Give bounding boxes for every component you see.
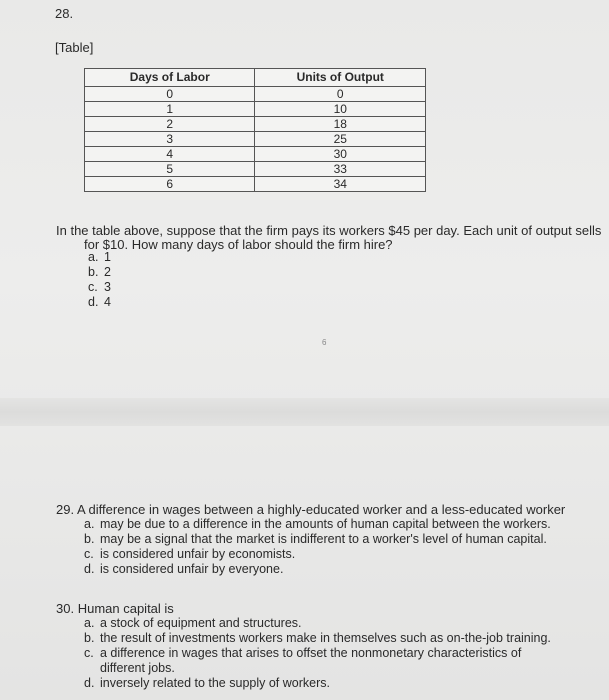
days-cell: 5 <box>85 162 255 177</box>
question-29-option-a[interactable] <box>84 518 551 531</box>
days-cell: 2 <box>85 117 255 132</box>
units-cell: 30 <box>255 147 426 162</box>
question-28-option-c[interactable] <box>88 281 111 294</box>
option-label: b. <box>84 631 95 645</box>
question-29-option-b[interactable] <box>84 533 547 546</box>
question-29-text: A difference in wages between a highly-educated worker and a less-educated worker <box>76 502 566 517</box>
table-row <box>85 102 426 117</box>
question-28-option-b[interactable] <box>88 266 111 279</box>
days-cell: 3 <box>85 132 255 147</box>
option-label: b. <box>84 532 95 546</box>
option-text: a stock of equipment and structures. <box>100 616 302 630</box>
option-label: d. <box>84 562 95 576</box>
option-text: is considered unfair by economists. <box>100 547 296 561</box>
option-label: c. <box>84 547 94 561</box>
question-30-option-c[interactable] <box>84 647 521 660</box>
units-cell: 25 <box>255 132 426 147</box>
question-30-text: Human capital is <box>77 601 174 616</box>
option-text: a difference in wages that arises to offset the nonmonetary characteristics of <box>100 646 522 660</box>
option-text: the result of investments workers make in themselves such as on-the-job training. <box>100 631 551 645</box>
question-29 <box>56 503 565 517</box>
days-cell: 4 <box>85 147 255 162</box>
option-text: 4 <box>104 295 111 309</box>
question-28-text-line2: for $10. How many days of labor should the firm hire? <box>84 237 393 252</box>
table-row <box>85 162 426 177</box>
table-tag: [Table] <box>55 40 94 55</box>
table-row <box>85 117 426 132</box>
option-label: a. <box>84 517 95 531</box>
question-29-option-d[interactable] <box>84 563 283 576</box>
option-label: b. <box>88 265 99 279</box>
days-of-labor-header: Days of Labor <box>85 69 255 87</box>
table-row <box>85 147 426 162</box>
question-28-number: 28. <box>55 6 74 21</box>
option-text: 2 <box>104 265 111 279</box>
option-label: d. <box>88 295 99 309</box>
table-row <box>85 132 426 147</box>
page-divider <box>0 398 609 426</box>
question-28-option-a[interactable] <box>88 251 111 264</box>
option-text: 3 <box>104 280 111 294</box>
option-text: 1 <box>104 250 111 264</box>
units-cell: 0 <box>255 87 426 102</box>
table-row <box>85 87 426 102</box>
question-30-option-a[interactable] <box>84 617 302 630</box>
option-text: is considered unfair by everyone. <box>100 562 284 576</box>
option-label: a. <box>88 250 99 264</box>
units-cell: 18 <box>255 117 426 132</box>
days-cell: 0 <box>85 87 255 102</box>
option-label: d. <box>84 676 95 690</box>
question-30-option-d[interactable] <box>84 677 330 690</box>
units-cell: 33 <box>255 162 426 177</box>
question-29-number: 29. <box>56 502 75 517</box>
option-label: c. <box>88 280 98 294</box>
units-cell: 10 <box>255 102 426 117</box>
days-cell: 1 <box>85 102 255 117</box>
labor-output-table <box>84 68 426 192</box>
option-text: may be a signal that the market is indifferent to a worker's level of human capital. <box>100 532 547 546</box>
days-cell: 6 <box>85 177 255 192</box>
option-label: c. <box>84 646 94 660</box>
question-28-option-d[interactable] <box>88 296 111 309</box>
option-label: a. <box>84 616 95 630</box>
question-30-option-c-continued: different jobs. <box>100 661 175 675</box>
units-cell: 34 <box>255 177 426 192</box>
question-30 <box>56 602 174 616</box>
option-text: may be due to a difference in the amounts of human capital between the workers. <box>100 517 551 531</box>
question-28-text-line1: In the table above, suppose that the firm pays its workers $45 per day. Each unit of output sells <box>56 223 602 238</box>
question-29-option-c[interactable] <box>84 548 295 561</box>
option-text: inversely related to the supply of workers. <box>100 676 330 690</box>
units-of-output-header: Units of Output <box>255 69 426 87</box>
table-row <box>85 177 426 192</box>
page-mark: 6 <box>322 338 327 347</box>
question-30-option-b[interactable] <box>84 632 551 645</box>
question-30-number: 30. <box>56 601 75 616</box>
table-header-row <box>85 69 426 87</box>
